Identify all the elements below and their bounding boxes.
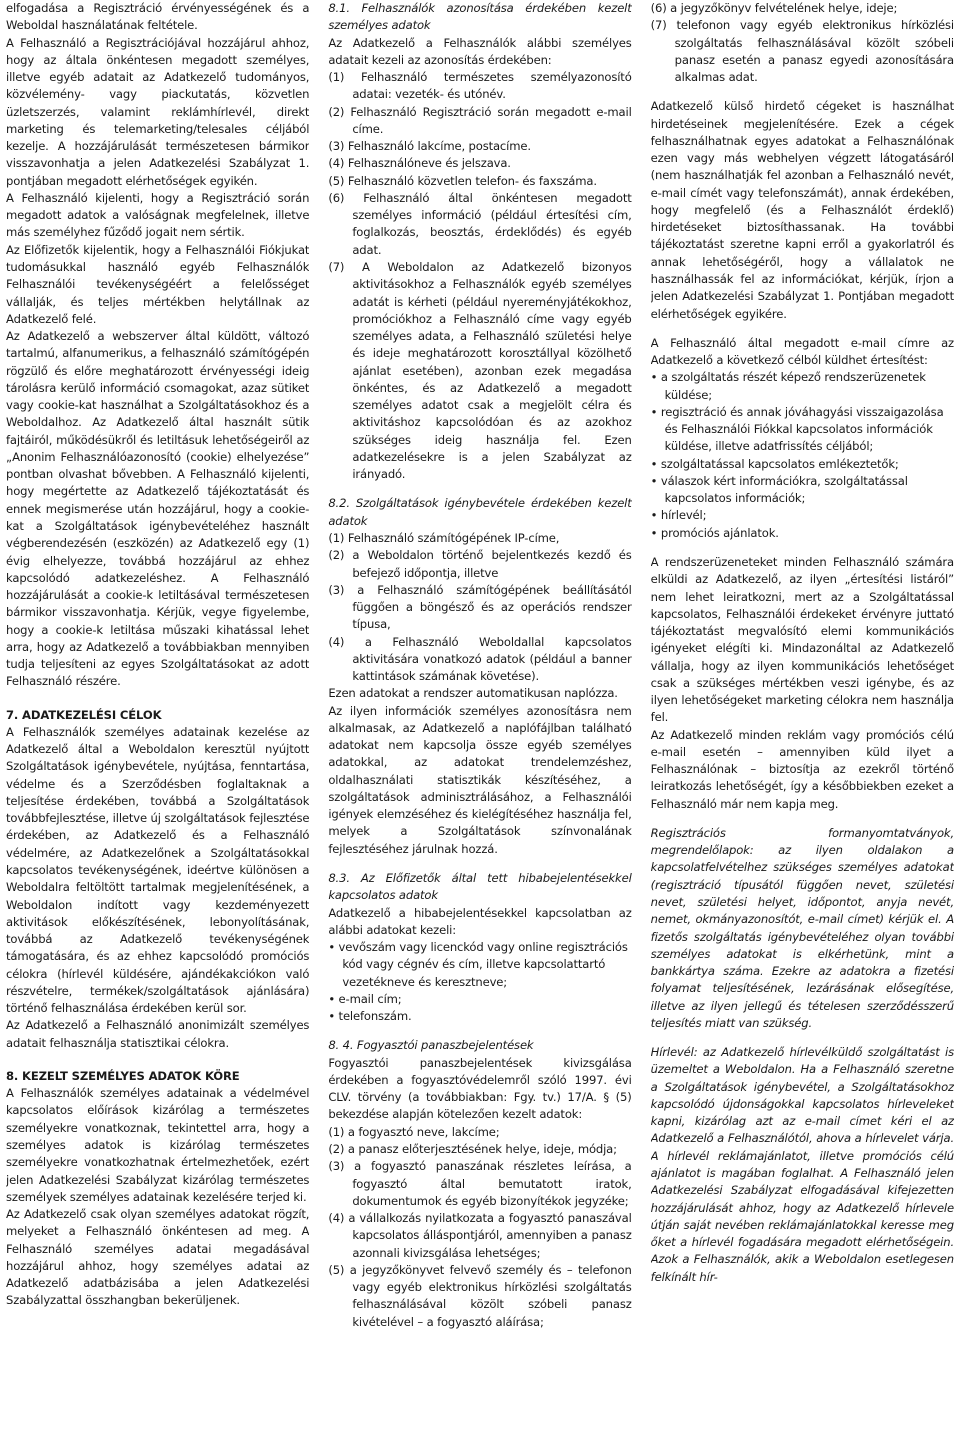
column-left <box>6 0 309 1438</box>
paragraph: A rendszerüzeneteket minden Felhasználó számára elküldi az Adatkezelő, az ilyen „értesítési listáról” nem lehet leiratkozni, mert az a Szolgáltatással kapcsolatos, Felhasználói érdekeket érvényre juttató tájékoztatást megvalósító elemi kommunikációs igényeket elégíti ki. Mindazonáltal az Adatkezelő vállalja, hogy az ilyen kommunikációs lehetőséget csak a szükséges mértékben veszi igénybe, és az ilyen lehetőségeket marketing célokra nem használja fel. <box>650 554 954 725</box>
subsection-heading: 8.3. Az Előfizetők által tett hibabejelentésekkel kapcsolatos adatok <box>328 871 632 903</box>
paragraph: Az Adatkezelő csak olyan személyes adatokat rögzít, melyeket a Felhasználó önkéntesen ad meg. A Felhasználó személyes adatai megadásával hozzájárul ahhoz, hogy személyes adatai az Adatkezelő adatbázisába a jelen Adatkezelési Szabályzattal összhangban bekerüljenek. <box>6 1207 310 1308</box>
column-right <box>651 0 954 1438</box>
bullet-item: • telefonszám. <box>328 1009 412 1024</box>
numbered-item: (7) telefonon vagy egyéb elektronikus hírközlési szolgáltatás felhasználásával közölt szóbeli panasz esetén a panasz egyedi azonosítására alkalmas adat. <box>650 18 954 85</box>
paragraph: Az ilyen információk személyes azonosításra nem alkalmasak, az Adatkezelő a naplófájlban található adatokat nem kapcsolja össze egyéb személyes adatokkal, az adatokat trendelemzéshez, oldalhasználati statisztikák készítéséhez, a szolgáltatások adminisztrálásához, a Felhasználói igények elemzéséhez és kielégítéséhez használja fel, melyek a Szolgáltatások színvonalának fejlesztéséhez járulnak hozzá. <box>328 703 632 856</box>
paragraph-body: az ilyen oldalakon a kapcsolatfelvételhez szükséges személyes adatokat (regisztráció típusától függően nevet, születési nevet, születési helyet, időpontot, anyja nevét, nemet, okmányazonosítót, e-mail címet) kérjük el. A fizetős szolgáltatás igénybevételéhez olyan további személyes adatokat is elkérhetünk, mint a bankkártya száma. Ezekre az adatokra a fizetési folyamat teljesítésének, lezárásának elősegítése, illetve az ilyen jellegű és tételesen szerződésszerű teljesítés miatt van szükség. <box>650 843 954 1030</box>
paragraph <box>651 1044 954 1286</box>
paragraph: Az Adatkezelő minden reklám vagy promóciós célú e-mail esetén – amennyiben küld ilyet a Felhasználónak – biztosítja az ezekről történő leiratkozás lehetőségét, így a későbbiekben ezeket a Felhasználó már nem kapja meg. <box>650 727 954 811</box>
paragraph: elfogadása a Regisztráció érvényességének és a Weboldal használatának feltétele. <box>6 1 310 33</box>
paragraph: Az Adatkezelő a Felhasználók alábbi személyes adatait kezeli az azonosítás érdekében: <box>328 35 632 67</box>
numbered-item: (1) Felhasználó számítógépének IP-címe, <box>328 530 560 545</box>
numbered-item: (4) a vállalkozás nyilatkozata a fogyasztó panaszával kapcsolatos álláspontjáról, amennyiben a panasz azonnali kivizsgálása lehetséges; <box>328 1211 632 1260</box>
bullet-item: • promóciós ajánlatok. <box>650 525 779 540</box>
paragraph: Az Előfizetők kijelentik, hogy a Felhasználói Fiókjukat tudomásukkal használó egyéb Felhasználók Felhasználói tevékenységéért a felelősséget vállalják, és teljes mértékben helytállnak az Adatkezelő felé. <box>6 242 310 326</box>
subsection-heading: 8. 4. Fogyasztói panaszbejelentések <box>328 1038 534 1053</box>
paragraph: Az Adatkezelő a webszerver által küldött, változó tartalmú, alfanumerikus, a felhasználó számítógépén rögzülő és előre meghatározott érvényességi ideig tárolásra kerülő információ csomagokat, azaz sütiket vagy cookie-kat használhat a Szolgáltatásokhoz és a Weboldalhoz. Az Adatkezelő által használt sütik fajtáiról, működésükről és letiltásuk lehetőségeiről az „Anonim Felhasználóazonosító (cookie) elhelyezése” pontban olvashat bővebben. A Felhasználó kijelenti, hogy megértette az Adatkezelő tájékoztatását és ennek megismerése után hozzájárul, hogy a cookie-kat a Szolgáltatások igénybevételéhez használt végberendezésén (eszközén) az Adatkezelő egy (1) évig elhelyezze, továbbá hozzájárul az ehhez kapcsolódó adatkezeléshez. A Felhasználó hozzájárulását a cookie-k letiltásával természetesen bármikor visszavonhatja. Kérjük, vegye figyelembe, hogy a cookie-k letiltása műszaki kihatással lehet arra, hogy az Adatkezelő a továbbiakban mennyiben tudja teljesíteni az egyes Szolgáltatásokat az adott Felhasználó részére. <box>6 329 310 689</box>
paragraph <box>651 825 954 1032</box>
numbered-item: (3) a Felhasználó számítógépének beállításától függően a böngésző és az operációs rendszer típusa, <box>328 582 632 632</box>
numbered-item: (3) Felhasználó lakcíme, postacíme. <box>328 139 531 154</box>
paragraph-lead: Hírlevél: <box>650 1045 698 1060</box>
numbered-item: (1) a fogyasztó neve, lakcíme; <box>328 1124 500 1139</box>
numbered-item: (5) Felhasználó közvetlen telefon- és faxszáma. <box>328 173 597 188</box>
subsection-heading: 8.1. Felhasználók azonosítása érdekében kezelt személyes adatok <box>328 1 632 33</box>
bullet-item: • a szolgáltatás részét képező rendszerüzenetek küldése; <box>650 370 926 402</box>
numbered-item: (4) a Felhasználó Weboldallal kapcsolatos aktivitására vonatkozó adatok (például a banner kattintások számának követése). <box>328 634 632 684</box>
numbered-item: (2) a Weboldalon történő bejelentkezés kezdő és befejező időpontja, illetve <box>328 548 632 580</box>
bullet-item: • válaszok kért információkra, szolgáltatással kapcsolatos információk; <box>650 473 908 506</box>
paragraph: Az Adatkezelő a Felhasználó anonimizált személyes adatait felhasználja statisztikai célokra. <box>6 1018 310 1050</box>
numbered-item: (2) Felhasználó Regisztráció során megadott e-mail címe. <box>328 104 632 136</box>
paragraph-lead: Regisztrációs formanyomtatványok, megrendelőlapok: <box>650 825 954 858</box>
paragraph: Ezen adatokat a rendszer automatikusan naplózza. <box>328 686 618 701</box>
bullet-item: • vevőszám vagy licenckód vagy online regisztrációs kód vagy cégnév és cím, illetve kapcsolattartó vezetékneve és keresztneve; <box>328 940 628 989</box>
bullet-item: • regisztráció és annak jóváhagyási visszaigazolása és Felhasználói Fiókkal kapcsolatos információk küldése, illetve adatfrissítés céljából; <box>650 404 944 454</box>
paragraph: A Felhasználó a Regisztrációjával hozzájárul ahhoz, hogy az általa önkéntesen megadott személyes, illetve egyéb adatait az Adatkezelő tudományos, közvélemény- vagy piackutatás, közvetlen üzletszerzés, valamint reklámhírlevél, direkt marketing és telemarketing/telesales céljából kezelje. A hozzájárulását természetesen bármikor visszavonhatja a jelen Adatkezelési Szabályzat 1. pontjában megadott elérhetőségek egyikén. <box>6 35 310 188</box>
bullet-item: • hírlevél; <box>650 508 707 523</box>
bullet-item: • szolgáltatással kapcsolatos emlékeztetők; <box>650 456 899 471</box>
section-heading: 8. KEZELT SZEMÉLYES ADATOK KÖRE <box>6 1068 240 1083</box>
numbered-item: (6) a jegyzőkönyv felvételének helye, ideje; <box>650 1 898 15</box>
paragraph: A Felhasználók személyes adatainak a védelmével kapcsolatos előírások kizárólag a természetes személyekre vonatkoznak, tekintettel arra, hogy a személyes adatok is kizárólag természetes személyekre vonatkozhatnak értelmezhetőek, ezért jelen Adatkezelési Szabályzat kizárólag természetes személyek személyes adatainak kezelésére terjed ki. <box>6 1086 310 1204</box>
paragraph: Adatkezelő külső hirdető cégeket is használhat hirdetéseinek megjelenítésére. Ezek a cégek felhasználhatnak egyes adatokat a Felhasználónak ezen vagy más webhelyen végzett látogatásáról (nem használhatják fel azonban a Felhasználó nevét, e-mail címét vagy telefonszámát), annak érdekében, hogy megfelelő (és a Felhasználót érdeklő) hirdetéseket biztosíthassanak. Ha további tájékoztatást szeretne kapni erről a gyakorlatról és annak lehetőségéről, hogy a vállalatok ne használhassák fel az információkat, kérjük, írjon a jelen Adatkezelési Szabályzat 1. Pontjában megadott elérhetőségek egyikére. <box>650 99 954 321</box>
paragraph: A Felhasználók személyes adatainak kezelése az Adatkezelő által a Weboldalon keresztül nyújtott Szolgáltatások igénybevétele, nyújtása, fenntartása, védelme és a Szerződésben foglaltaknak a teljesítése érdekében, továbbá a Szolgáltatások továbbfejlesztése, illetve új szolgáltatások fejlesztése érdekében, az Adatkezelő és a Felhasználó védelmére, az Adatkezelőnek a Szolgáltatásokkal kapcsolatos tevékenységének, ideértve különösen a Weboldalra feltöltött tartalmak megjelenítésének, a Weboldalon indított vagy kezdeményezett aktivitások előkészítésének, lebonyolításának, továbbá az Adatkezelő tevékenységének támogatására, és az ehhez kapcsolódó promóciós célokra (hírlevél küldésére, ajándékakciókon való részvételre, termékek/szolgáltatások ajánlására) történő felhasználása érdekében kerül sor. <box>6 724 310 1016</box>
numbered-item: (2) a panasz előterjesztésének helye, ideje, módja; <box>328 1142 617 1156</box>
paragraph: A Felhasználó által megadott e-mail címre az Adatkezelő a következő célból küldhet értesítést: <box>650 335 954 368</box>
numbered-item: (7) A Weboldalon az Adatkezelő bizonyos aktivitásokhoz a Felhasználók egyéb személyes adatát is kérheti (például nyereményjátékokhoz, promóciókhoz a Felhasználó címe vagy egyéb személyes adata, a Felhasználó születési helye és ideje meghatározott korosztállyal közölhető ajánlat esetében), azonban ezek megadása önkéntes, és az Adatkezelő a megadott személyes adatot csak a megjelölt célra és aktivitáshoz kapcsolódóan és az azokhoz szükséges ideig használja fel. Ezen adatkezelésekre is a jelen Szabályzat az irányadó. <box>328 259 632 482</box>
paragraph: Adatkezelő a hibabejelentésekkel kapcsolatban az alábbi adatokat kezeli: <box>328 905 632 937</box>
column-middle <box>328 0 631 1438</box>
bullet-item: • e-mail cím; <box>328 991 402 1006</box>
paragraph: Fogyasztói panaszbejelentések kivizsgálása érdekében a fogyasztóvédelemről szóló 1997. évi CLV. törvény (a továbbiakban: Fgy. tv.) 17/A. § (5) bekezdése alapján kötelezően kezelt adatok: <box>328 1055 632 1122</box>
numbered-item: (5) a jegyzőkönyvet felvevő személy és – telefonon vagy egyéb elektronikus hírközlési szolgáltatás felhasználásával közölt szóbeli panasz kivételével – a fogyasztó aláírása; <box>328 1262 632 1329</box>
subsection-heading: 8.2. Szolgáltatások igénybevétele érdekében kezelt adatok <box>328 496 632 528</box>
numbered-item: (1) Felhasználó természetes személyazonosító adatai: vezeték- és utónév. <box>328 70 632 102</box>
paragraph: A Felhasználó kijelenti, hogy a Regisztráció során megadott adatok a valóságnak megfelelnek, illetve más személyhez fűződő jogait nem sértik. <box>6 190 310 240</box>
paragraph-body: az Adatkezelő hírlevélküldő szolgáltatást is üzemeltet a Weboldalon. Ha a Felhasználó szeretne a Szolgáltatások igénybevétel, a Szolgáltatásokhoz kapcsolódó újdonságokkal kapcsolatos hírleveleket kapni, kizárólag azt az e-mail címet kéri el az Adatkezelő a Felhasználótól, ahova a hírlevelet várja. A hírlevél reklámajánlatot, illetve promóciós célú ajánlatot is magában foglalhat. A Felhasználó jelen Adatkezelési Szabályzat elfogadásával kifejezetten hozzájárulását ahhoz, hogy az Adatkezelő hírlevele útján saját nevében reklámajánlatokkal keresse meg őket a hírlevél fogadására megadott elérhetőségein. Azok a Felhasználók, akik a Weboldalon esetlegesen felkínált hír- <box>650 1045 954 1284</box>
numbered-item: (3) a fogyasztó panaszának részletes leírása, a fogyasztó által bemutatott iratok, dokumentumok és egyéb bizonyítékok jegyzéke; <box>328 1159 632 1208</box>
section-heading: 7. ADATKEZELÉSI CÉLOK <box>6 707 162 722</box>
numbered-item: (4) Felhasználóneve és jelszava. <box>328 156 511 171</box>
numbered-item: (6) Felhasználó által önkéntesen megadott személyes információ (például értesítési cím, foglalkozás, beosztás, érdeklődés) és egyéb adat. <box>328 190 632 257</box>
